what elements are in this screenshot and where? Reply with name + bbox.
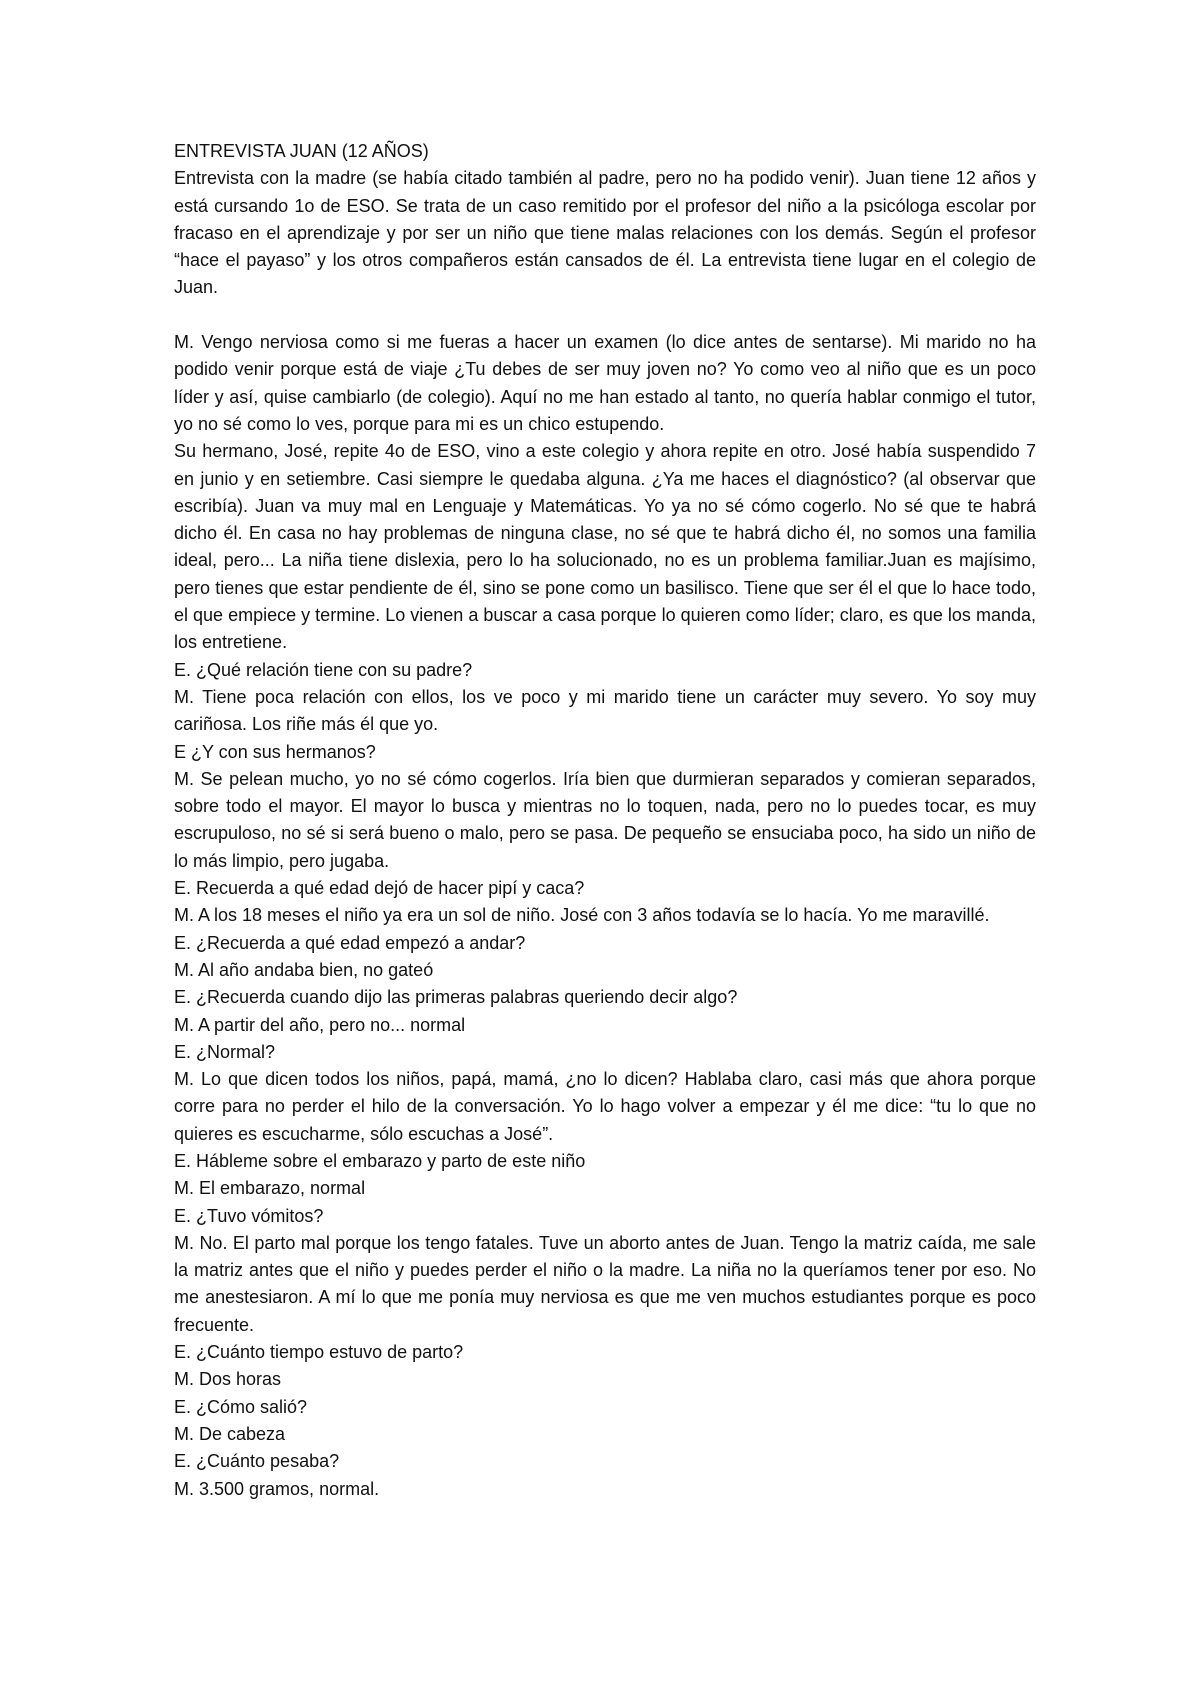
dialogue-paragraph: M. Tiene poca relación con ellos, los ve poco y mi marido tiene un carácter muy severo. Yo soy muy cariñosa. Los riñe más él que yo. xyxy=(174,686,1036,735)
dialogue-line: E. Hábleme sobre el embarazo y parto de este niño xyxy=(174,1150,586,1171)
dialogue-paragraph: Su hermano, José, repite 4o de ESO, vino a este colegio y ahora repite en otro. José había suspendido 7 en junio y en setiembre. Casi siempre le quedaba alguna. ¿Ya me haces el diagnóstico? (al observar que escribía). Juan va muy mal en Lenguaje y Matemáticas. Yo ya no sé cómo cogerlo. No sé que te habrá dicho él. En casa no hay problemas de ninguna clase, no sé que te habrá dicho él, no somos una familia ideal, pero... La niña tiene dislexia, pero lo ha solucionado, no es un problema familiar.Juan es majísimo, pero tienes que estar pendiente de él, sino se pone como un basilisco. Tiene que ser él el que lo hace todo, el que empiece y termine. Lo vienen a buscar a casa porque lo quieren como líder; claro, es que los manda, los entretiene. xyxy=(174,441,1036,653)
dialogue-line: E. ¿Cuánto pesaba? xyxy=(174,1451,340,1472)
dialogue-paragraph: M. Vengo nerviosa como si me fueras a hacer un examen (lo dice antes de sentarse). Mi marido no ha podido venir porque está de viaje ¿Tu debes de ser muy joven no? Yo como veo al niño que es un poco líder y así, quise cambiarlo (de colegio). Aquí no me han estado al tanto, no quería hablar conmigo el tutor, yo no sé como lo ves, porque para mi es un chico estupendo. xyxy=(174,332,1036,434)
dialogue-line: M. Al año andaba bien, no gateó xyxy=(174,959,434,980)
dialogue-line: E. ¿Tuvo vómitos? xyxy=(174,1205,324,1226)
dialogue-line: M. El embarazo, normal xyxy=(174,1178,366,1199)
paragraph-spacer xyxy=(174,302,1036,329)
intro-paragraph: Entrevista con la madre (se había citado también al padre, pero no ha podido venir). Juan tiene 12 años y está cursando 1o de ESO. Se trata de un caso remitido por el profesor del niño a la psicóloga escolar por fracaso en el aprendizaje y por ser un niño que tiene malas relaciones con los demás. Según el profesor “hace el payaso” y los otros compañeros están cansados de él. La entrevista tiene lugar en el colegio de Juan. xyxy=(174,168,1036,298)
dialogue-line: E. Recuerda a qué edad dejó de hacer pipí y caca? xyxy=(174,878,585,899)
dialogue-paragraph: M. A los 18 meses el niño ya era un sol de niño. José con 3 años todavía se lo hacía. Yo me maravillé. xyxy=(174,905,990,926)
dialogue-line: E. ¿Normal? xyxy=(174,1041,276,1062)
dialogue-paragraph: M. Lo que dicen todos los niños, papá, mamá, ¿no lo dicen? Hablaba claro, casi más que ahora porque corre para no perder el hilo de la conversación. Yo lo hago volver a empezar y él me dice: “tu lo que no quieres es escucharme, sólo escuchas a José”. xyxy=(174,1069,1036,1144)
dialogue-line: E. ¿Cuánto tiempo estuvo de parto? xyxy=(174,1342,464,1363)
dialogue-line: M. De cabeza xyxy=(174,1423,286,1444)
dialogue-line: M. 3.500 gramos, normal. xyxy=(174,1478,380,1499)
dialogue-line: E ¿Y con sus hermanos? xyxy=(174,741,376,762)
dialogue-line: E. ¿Recuerda cuando dijo las primeras palabras queriendo decir algo? xyxy=(174,987,738,1008)
document-title: ENTREVISTA JUAN (12 AÑOS) xyxy=(174,141,429,161)
dialogue-paragraph: M. No. El parto mal porque los tengo fatales. Tuve un aborto antes de Juan. Tengo la matriz caída, me sale la matriz antes que el niño y puedes perder el niño o la madre. La niña no la queríamos tener por eso. No me anestesiaron. A mí lo que me ponía muy nerviosa es que me ven muchos estudiantes porque es poco frecuente. xyxy=(174,1232,1036,1335)
dialogue-line: E. ¿Recuerda a qué edad empezó a andar? xyxy=(174,932,526,953)
dialogue-line: M. A partir del año, pero no... normal xyxy=(174,1014,466,1035)
document-body xyxy=(174,138,1036,1503)
dialogue-line: E. ¿Qué relación tiene con su padre? xyxy=(174,659,473,680)
dialogue-paragraph: M. Se pelean mucho, yo no sé cómo cogerlos. Iría bien que durmieran separados y comieran separados, sobre todo el mayor. El mayor lo busca y mientras no lo toquen, nada, pero no lo puedes tocar, es muy escrupuloso, no sé si será bueno o malo, pero se pasa. De pequeño se ensuciaba poco, ha sido un niño de lo más limpio, pero jugaba. xyxy=(174,768,1036,871)
dialogue-line: E. ¿Cómo salió? xyxy=(174,1396,308,1417)
dialogue-line: M. Dos horas xyxy=(174,1369,282,1390)
